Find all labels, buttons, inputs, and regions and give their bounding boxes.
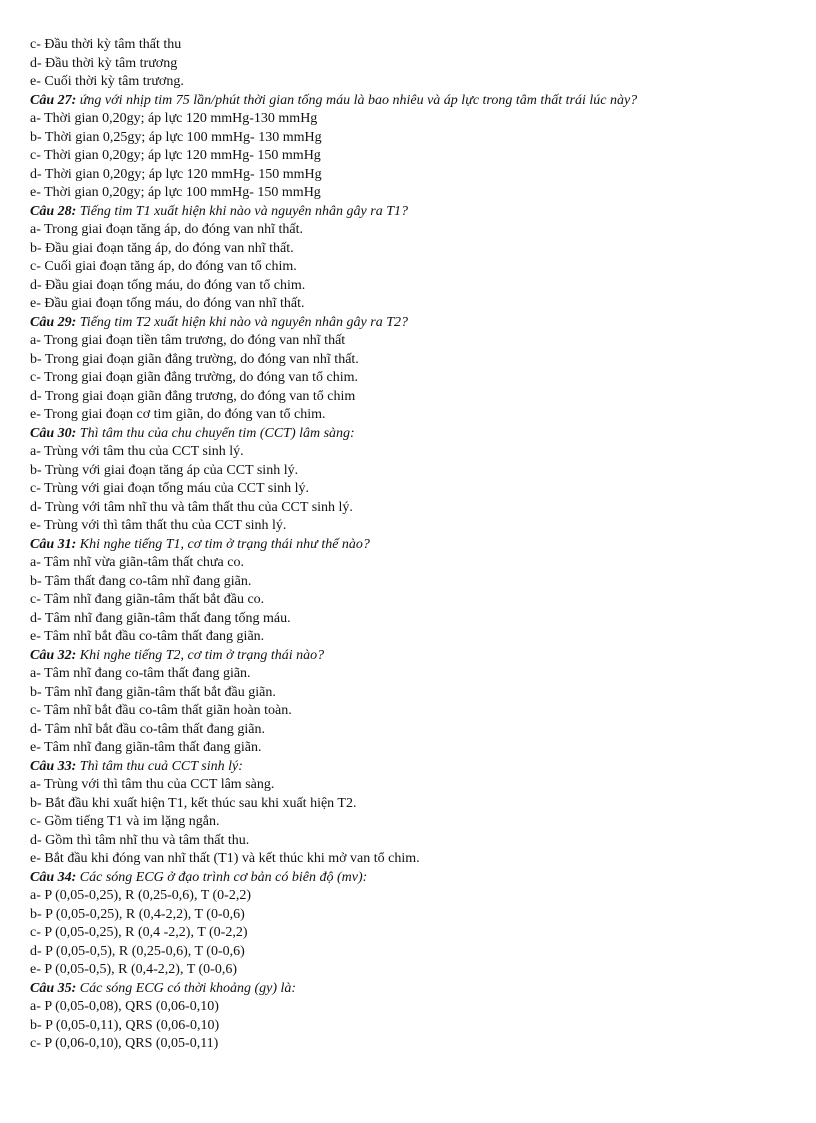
- answer-option: a- Tâm nhĩ đang co-tâm thất đang giãn.: [30, 666, 251, 681]
- answer-option: d- Đầu thời kỳ tâm trương: [30, 55, 178, 71]
- answer-option: a- Trong giai đoạn tăng áp, do đóng van nhĩ thất.: [30, 222, 303, 237]
- answer-option: a- Tâm nhĩ vừa giãn-tâm thất chưa co.: [30, 555, 244, 570]
- answer-option: e- Trong giai đoạn cơ tim giãn, do đóng van tổ chim.: [30, 407, 326, 422]
- question-text: Khi nghe tiếng T1, cơ tim ở trạng thái như thế nào?: [76, 536, 370, 552]
- answer-option: c- Đầu thời kỳ tâm thất thu: [30, 37, 182, 52]
- question-text: Thì tâm thu của chu chuyển tim (CCT) lâm sàng:: [76, 425, 355, 441]
- question-number: Câu 33:: [30, 758, 77, 774]
- question-number: Câu 29:: [30, 314, 77, 330]
- question-heading: [30, 869, 800, 888]
- answer-option: e- Bắt đầu khi đóng van nhĩ thất (T1) và kết thúc khi mở van tổ chim.: [30, 851, 420, 866]
- answer-option: b- Thời gian 0,25gy; áp lực 100 mmHg- 130 mmHg: [30, 129, 322, 145]
- answer-option: d- Thời gian 0,20gy; áp lực 120 mmHg- 150 mmHg: [30, 166, 322, 182]
- answer-option: e- Cuối thời kỳ tâm trương.: [30, 74, 184, 89]
- question-heading: [30, 203, 800, 222]
- question-text: Thì tâm thu cuả CCT sinh lý:: [76, 758, 243, 774]
- question-text: Các sóng ECG có thời khoảng (gy) là:: [76, 980, 297, 996]
- answer-option: e- Tâm nhĩ bắt đầu co-tâm thất đang giãn.: [30, 629, 265, 644]
- question-text: ứng với nhịp tim 75 lần/phút thời gian tống máu là bao nhiêu và áp lực trong tâm thất trái lúc này?: [76, 92, 638, 108]
- answer-option: e- Tâm nhĩ đang giãn-tâm thất đang giãn.: [30, 740, 262, 755]
- answer-option: b- Tâm nhĩ đang giãn-tâm thất bắt đầu giãn.: [30, 684, 276, 700]
- question-number: Câu 27:: [30, 92, 77, 108]
- answer-option: c- Tâm nhĩ đang giãn-tâm thất bắt đầu co.: [30, 592, 265, 607]
- answer-option: e- P (0,05-0,5), R (0,4-2,2), T (0-0,6): [30, 962, 237, 977]
- answer-option: a- P (0,05-0,08), QRS (0,06-0,10): [30, 999, 219, 1014]
- answer-option: c- Trong giai đoạn giãn đẳng trường, do đóng van tổ chim.: [30, 370, 359, 385]
- answer-option: e- Trùng với thì tâm thất thu của CCT sinh lý.: [30, 518, 287, 533]
- answer-option: a- Trong giai đoạn tiền tâm trương, do đóng van nhĩ thất: [30, 333, 346, 348]
- question-number: Câu 31:: [30, 536, 77, 552]
- answer-option: c- Cuối giai đoạn tăng áp, do đóng van tổ chim.: [30, 259, 297, 274]
- question-number: Câu 28:: [30, 203, 77, 219]
- question-heading: [30, 980, 800, 999]
- answer-option: b- Đầu giai đoạn tăng áp, do đóng van nhĩ thất.: [30, 240, 294, 256]
- answer-option: d- Trong giai đoạn giãn đẳng trương, do đóng van tổ chim: [30, 388, 356, 404]
- question-heading: [30, 425, 800, 444]
- answer-option: d- Tâm nhĩ đang giãn-tâm thất đang tống máu.: [30, 610, 291, 626]
- answer-option: d- Đầu giai đoạn tống máu, do đóng van tổ chim.: [30, 277, 306, 293]
- question-number: Câu 34:: [30, 869, 77, 885]
- question-number: Câu 35:: [30, 980, 77, 996]
- answer-option: c- Thời gian 0,20gy; áp lực 120 mmHg- 150 mmHg: [30, 148, 321, 163]
- answer-option: d- Trùng với tâm nhĩ thu và tâm thất thu của CCT sinh lý.: [30, 499, 353, 515]
- answer-option: b- Trong giai đoạn giãn đẳng trường, do đóng van nhĩ thất.: [30, 351, 359, 367]
- answer-option: d- Tâm nhĩ bắt đầu co-tâm thất đang giãn.: [30, 721, 265, 737]
- answer-option: b- Bắt đầu khi xuất hiện T1, kết thúc sau khi xuất hiện T2.: [30, 795, 357, 811]
- answer-option: e- Thời gian 0,20gy; áp lực 100 mmHg- 150 mmHg: [30, 185, 321, 200]
- answer-option: b- Tâm thất đang co-tâm nhĩ đang giãn.: [30, 573, 252, 589]
- question-list: [30, 36, 800, 1054]
- answer-option: c- P (0,05-0,25), R (0,4 -2,2), T (0-2,2): [30, 925, 248, 940]
- question-number: Câu 32:: [30, 647, 77, 663]
- question-text: Tiếng tim T1 xuất hiện khi nào và nguyên nhân gây ra T1?: [76, 203, 408, 219]
- answer-option: c- Gồm tiếng T1 và im lặng ngắn.: [30, 814, 220, 829]
- question-heading: [30, 536, 800, 555]
- answer-option: a- P (0,05-0,25), R (0,25-0,6), T (0-2,2): [30, 888, 251, 903]
- answer-option: c- Trùng với giai đoạn tống máu của CCT sinh lý.: [30, 481, 309, 496]
- answer-option: b- P (0,05-0,25), R (0,4-2,2), T (0-0,6): [30, 906, 245, 922]
- answer-option: c- P (0,06-0,10), QRS (0,05-0,11): [30, 1036, 219, 1051]
- question-number: Câu 30:: [30, 425, 77, 441]
- question-heading: [30, 647, 800, 666]
- answer-option: d- P (0,05-0,5), R (0,25-0,6), T (0-0,6): [30, 943, 245, 959]
- question-text: Khi nghe tiếng T2, cơ tim ở trạng thái nào?: [76, 647, 325, 663]
- question-heading: [30, 92, 800, 111]
- answer-option: a- Trùng với tâm thu của CCT sinh lý.: [30, 444, 244, 459]
- question-heading: [30, 758, 800, 777]
- answer-option: a- Trùng với thì tâm thu của CCT lâm sàng.: [30, 777, 275, 792]
- answer-option: c- Tâm nhĩ bắt đầu co-tâm thất giãn hoàn toàn.: [30, 703, 292, 718]
- answer-option: d- Gồm thì tâm nhĩ thu và tâm thất thu.: [30, 832, 250, 848]
- answer-option: b- Trùng với giai đoạn tăng áp của CCT sinh lý.: [30, 462, 299, 478]
- question-text: Tiếng tim T2 xuất hiện khi nào và nguyên nhân gây ra T2?: [76, 314, 408, 330]
- question-heading: [30, 314, 800, 333]
- answer-option: e- Đầu giai đoạn tống máu, do đóng van nhĩ thất.: [30, 296, 305, 311]
- question-text: Các sóng ECG ở đạo trình cơ bản có biên độ (mv):: [76, 869, 368, 885]
- answer-option: a- Thời gian 0,20gy; áp lực 120 mmHg-130 mmHg: [30, 111, 318, 126]
- answer-option: b- P (0,05-0,11), QRS (0,06-0,10): [30, 1017, 220, 1033]
